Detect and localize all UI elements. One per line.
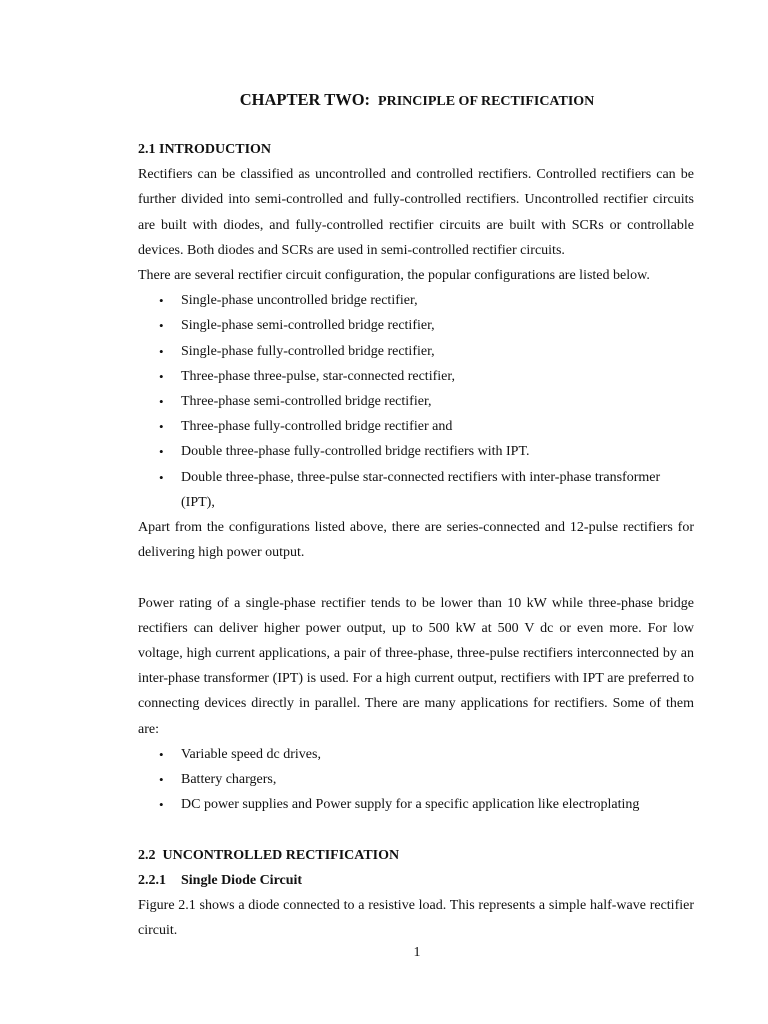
uncontrolled-paragraph: Figure 2.1 shows a diode connected to a resistive load. This represents a simple half-wave rectifier circuit. [138,898,694,939]
chapter-title-main: CHAPTER TWO: [239,90,371,109]
list-item-text: Three-phase semi-controlled bridge rectifier, [181,394,432,410]
bullet-icon: • [159,343,164,359]
subsection-number: 2.2.1 [138,872,166,888]
configuration-list [138,288,694,515]
list-item [159,389,694,414]
blank-line [138,817,694,842]
bullet-icon: • [159,368,164,384]
list-item [159,439,694,464]
page-number: 1 [413,945,421,960]
bullet-icon: • [159,444,164,460]
bullet-icon: • [159,469,164,485]
list-item-text: Three-phase fully-controlled bridge rectifier and [181,419,453,435]
list-item-text: Double three-phase, three-pulse star-connected rectifiers with inter-phase transformer (IPT), [181,469,661,510]
list-item-text: Single-phase semi-controlled bridge rectifier, [181,318,435,334]
list-item-text: Single-phase uncontrolled bridge rectifier, [181,293,418,309]
page-content [138,137,694,943]
list-item [159,767,694,792]
list-item [159,364,694,389]
blank-line [138,565,694,590]
intro-paragraph-1: Rectifiers can be classified as uncontrolled and controlled rectifiers. Controlled rectifiers can be further divided into semi-controlled and fully-controlled rectifiers. Uncontrolled rectifier circuits are built with diodes, and fully-controlled rectifier circuits are built with SCRs or controllable devices. Both diodes and SCRs are used in semi-controlled rectifier circuits. [138,167,694,258]
chapter-title-sub: PRINCIPLE OF RECTIFICATION [378,94,595,109]
bullet-icon: • [159,797,164,813]
intro-paragraph-3: Apart from the configurations listed above, there are series-connected and 12-pulse rectifiers for delivering high power output. [138,520,694,561]
subsection-heading [138,868,694,893]
intro-paragraph-2: There are several rectifier circuit configuration, the popular configurations are listed below. [138,268,650,284]
list-item [159,414,694,439]
list-item [159,313,694,338]
bullet-icon: • [159,419,164,435]
list-item-text: Variable speed dc drives, [181,746,321,762]
intro-paragraph-4: Power rating of a single-phase rectifier tends to be lower than 10 kW while three-phase bridge rectifiers can deliver higher power output, up to 500 kW at 500 V dc or even more. For low voltage, high current applications, a pair of three-phase, three-pulse rectifiers interconnected by an inter-phase transformer (IPT) is used. For a high current output, rectifiers with IPT are preferred to connecting devices directly in parallel. There are many applications for rectifiers. Some of them are: [138,595,694,737]
section-heading-uncontrolled: 2.2 UNCONTROLLED RECTIFICATION [138,847,400,863]
list-item-text: Single-phase fully-controlled bridge rectifier, [181,343,435,359]
chapter-title [0,76,768,113]
list-item [159,465,694,515]
list-item [159,288,694,313]
list-item-text: Double three-phase fully-controlled bridge rectifiers with IPT. [181,444,530,460]
bullet-icon: • [159,293,164,309]
bullet-icon: • [159,394,164,410]
list-item-text: DC power supplies and Power supply for a specific application like electroplating [181,797,640,813]
applications-list [138,742,694,818]
list-item-text: Battery chargers, [181,772,277,788]
bullet-icon: • [159,318,164,334]
list-item [159,792,694,817]
bullet-icon: • [159,746,164,762]
list-item-text: Three-phase three-pulse, star-connected rectifier, [181,368,455,384]
subsection-title: Single Diode Circuit [181,872,303,888]
section-heading-introduction: 2.1 INTRODUCTION [138,142,272,157]
bullet-icon: • [159,772,164,788]
list-item [159,742,694,767]
list-item [159,339,694,364]
